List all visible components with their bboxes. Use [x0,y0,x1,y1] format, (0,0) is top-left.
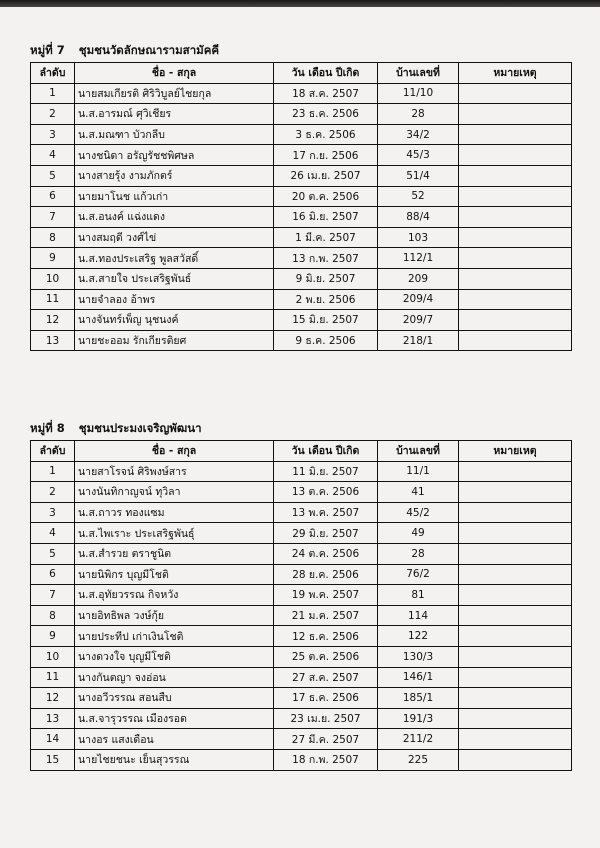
person-name: นางนันทิกาญจน์ ทุวิลา [75,482,274,503]
row-number: 13 [31,330,75,351]
person-name: นายอิทธิพล วงษ์กุ้ย [75,605,274,626]
table-row [31,688,572,709]
remark [459,688,572,709]
birth-date: 18 ก.พ. 2507 [274,749,378,770]
table-row [31,227,572,248]
header-order: ลำดับ [31,441,75,462]
row-number: 13 [31,708,75,729]
community-name: ชุมชนวัดลักษณารามสามัคคี [78,43,220,57]
house-number: 45/2 [378,502,459,523]
birth-date: 28 ย.ค. 2506 [274,564,378,585]
village-number: หมู่ที่ 7 [30,43,65,57]
birth-date: 1 มี.ค. 2507 [274,227,378,248]
row-number: 6 [31,186,75,207]
remark [459,268,572,289]
row-number: 14 [31,729,75,750]
header-order: ลำดับ [31,63,75,84]
birth-date: 26 เม.ย. 2507 [274,165,378,186]
remark [459,207,572,228]
row-number: 1 [31,461,75,482]
row-number: 10 [31,646,75,667]
table-row [31,749,572,770]
house-number: 225 [378,749,459,770]
header-dob: วัน เดือน ปีเกิด [274,441,378,462]
birth-date: 3 ธ.ค. 2506 [274,124,378,145]
row-number: 11 [31,667,75,688]
house-number: 51/4 [378,165,459,186]
person-name: นายประทีป เก่าเงินโชติ [75,626,274,647]
header-note: หมายเหตุ [459,63,572,84]
header-name: ชื่อ - สกุล [75,63,274,84]
remark [459,749,572,770]
person-name: น.ส.ทองประเสริฐ พูลสวัสดิ์ [75,248,274,269]
house-number: 28 [378,104,459,125]
person-name: นายชะออม รักเกียรติยศ [75,330,274,351]
row-number: 11 [31,289,75,310]
person-name: นายสมเกียรติ ศิริวิบูลย์ไชยกุล [75,83,274,104]
row-number: 1 [31,83,75,104]
remark [459,124,572,145]
house-number: 76/2 [378,564,459,585]
birth-date: 20 ต.ค. 2506 [274,186,378,207]
remark [459,289,572,310]
person-name: น.ส.อารมณ์ ศุวิเชียร [75,104,274,125]
house-number: 45/3 [378,145,459,166]
person-name: นายจำลอง อ้าพร [75,289,274,310]
table-row [31,667,572,688]
remark [459,330,572,351]
table-row [31,104,572,125]
house-number: 88/4 [378,207,459,228]
section-title-village-7 [30,42,219,60]
remark [459,729,572,750]
table-row [31,461,572,482]
house-number: 218/1 [378,330,459,351]
row-number: 5 [31,543,75,564]
row-number: 10 [31,268,75,289]
community-name: ชุมชนประมงเจริญพัฒนา [78,421,202,435]
person-name: นายสาโรจน์ ศิริพงษ์สาร [75,461,274,482]
house-number: 209 [378,268,459,289]
person-name: นายมาโนช แก้วเก่า [75,186,274,207]
person-name: นายไชยชนะ เย็นสุวรรณ [75,749,274,770]
table-row [31,268,572,289]
table-row [31,605,572,626]
table-row [31,523,572,544]
person-name: น.ส.สำรวย ตราชูนิต [75,543,274,564]
birth-date: 23 ธ.ค. 2506 [274,104,378,125]
remark [459,461,572,482]
header-house: บ้านเลขที่ [378,441,459,462]
table-row [31,543,572,564]
row-number: 6 [31,564,75,585]
row-number: 2 [31,482,75,503]
person-name: นายนิพิกร บุญมีโชติ [75,564,274,585]
member-table-village-8 [30,440,572,771]
table-row [31,585,572,606]
house-number: 34/2 [378,124,459,145]
table-row [31,310,572,331]
house-number: 211/2 [378,729,459,750]
birth-date: 12 ธ.ค. 2506 [274,626,378,647]
table-row [31,248,572,269]
table-row [31,502,572,523]
house-number: 52 [378,186,459,207]
table-header-row [31,63,572,84]
birth-date: 15 มิ.ย. 2507 [274,310,378,331]
row-number: 5 [31,165,75,186]
birth-date: 13 พ.ค. 2507 [274,502,378,523]
house-number: 49 [378,523,459,544]
row-number: 8 [31,605,75,626]
house-number: 130/3 [378,646,459,667]
person-name: นางจันทร์เพ็ญ นุชนงค์ [75,310,274,331]
house-number: 81 [378,585,459,606]
remark [459,585,572,606]
remark [459,227,572,248]
remark [459,626,572,647]
house-number: 209/4 [378,289,459,310]
birth-date: 25 ต.ค. 2506 [274,646,378,667]
row-number: 15 [31,749,75,770]
table-row [31,564,572,585]
remark [459,186,572,207]
remark [459,165,572,186]
birth-date: 21 ม.ค. 2507 [274,605,378,626]
house-number: 11/1 [378,461,459,482]
row-number: 3 [31,502,75,523]
table-header-row [31,441,572,462]
row-number: 7 [31,585,75,606]
remark [459,502,572,523]
section-title-village-8 [30,420,202,438]
table-row [31,330,572,351]
person-name: น.ส.อุทัยวรรณ กิจหวัง [75,585,274,606]
row-number: 9 [31,248,75,269]
house-number: 185/1 [378,688,459,709]
table-row [31,186,572,207]
house-number: 11/10 [378,83,459,104]
remark [459,646,572,667]
header-note: หมายเหตุ [459,441,572,462]
table-row [31,729,572,750]
remark [459,104,572,125]
person-name: นางดวงใจ บุญมีโชติ [75,646,274,667]
house-number: 146/1 [378,667,459,688]
remark [459,248,572,269]
house-number: 28 [378,543,459,564]
house-number: 41 [378,482,459,503]
person-name: น.ส.มณฑา บัวกลีบ [75,124,274,145]
remark [459,145,572,166]
remark [459,564,572,585]
row-number: 7 [31,207,75,228]
birth-date: 17 ธ.ค. 2506 [274,688,378,709]
person-name: นางอวีวรรณ สอนสืบ [75,688,274,709]
row-number: 4 [31,523,75,544]
birth-date: 13 ก.พ. 2507 [274,248,378,269]
birth-date: 9 ธ.ค. 2506 [274,330,378,351]
birth-date: 24 ต.ค. 2506 [274,543,378,564]
table-row [31,207,572,228]
remark [459,482,572,503]
row-number: 4 [31,145,75,166]
person-name: นางอร แสงเดือน [75,729,274,750]
remark [459,523,572,544]
birth-date: 2 พ.ย. 2506 [274,289,378,310]
table-row [31,165,572,186]
remark [459,543,572,564]
house-number: 103 [378,227,459,248]
table-row [31,708,572,729]
remark [459,83,572,104]
header-house: บ้านเลขที่ [378,63,459,84]
person-name: น.ส.สายใจ ประเสริฐพันธ์ [75,268,274,289]
table-row [31,626,572,647]
person-name: น.ส.ไพเราะ ประเสริฐพันธุ์ [75,523,274,544]
person-name: น.ส.อนงค์ แฉ่งแดง [75,207,274,228]
header-name: ชื่อ - สกุล [75,441,274,462]
house-number: 114 [378,605,459,626]
person-name: นางกันตญา จงอ่อน [75,667,274,688]
birth-date: 13 ต.ค. 2506 [274,482,378,503]
person-name: น.ส.ถาวร ทองแซม [75,502,274,523]
person-name: นางสมฤดี วงศ์ไข่ [75,227,274,248]
remark [459,605,572,626]
birth-date: 27 มี.ค. 2507 [274,729,378,750]
person-name: นางสายรุ้ง งามภักตร์ [75,165,274,186]
table-row [31,124,572,145]
table-row [31,83,572,104]
remark [459,667,572,688]
birth-date: 23 เม.ย. 2507 [274,708,378,729]
header-dob: วัน เดือน ปีเกิด [274,63,378,84]
row-number: 9 [31,626,75,647]
member-table-village-7 [30,62,572,351]
table-row [31,646,572,667]
birth-date: 27 ส.ค. 2507 [274,667,378,688]
birth-date: 18 ส.ค. 2507 [274,83,378,104]
remark [459,708,572,729]
person-name: น.ส.จารุวรรณ เมืองรอด [75,708,274,729]
birth-date: 16 มิ.ย. 2507 [274,207,378,228]
person-name: นางชนิดา อรัญรัชชพิศษล [75,145,274,166]
row-number: 2 [31,104,75,125]
house-number: 191/3 [378,708,459,729]
row-number: 3 [31,124,75,145]
birth-date: 29 มิ.ย. 2507 [274,523,378,544]
birth-date: 11 มิ.ย. 2507 [274,461,378,482]
table-row [31,482,572,503]
house-number: 112/1 [378,248,459,269]
birth-date: 19 พ.ค. 2507 [274,585,378,606]
row-number: 12 [31,310,75,331]
table-row [31,289,572,310]
house-number: 122 [378,626,459,647]
village-number: หมู่ที่ 8 [30,421,65,435]
birth-date: 17 ก.ย. 2506 [274,145,378,166]
row-number: 12 [31,688,75,709]
row-number: 8 [31,227,75,248]
house-number: 209/7 [378,310,459,331]
table-row [31,145,572,166]
remark [459,310,572,331]
page-top-edge [0,0,600,7]
birth-date: 9 มิ.ย. 2507 [274,268,378,289]
